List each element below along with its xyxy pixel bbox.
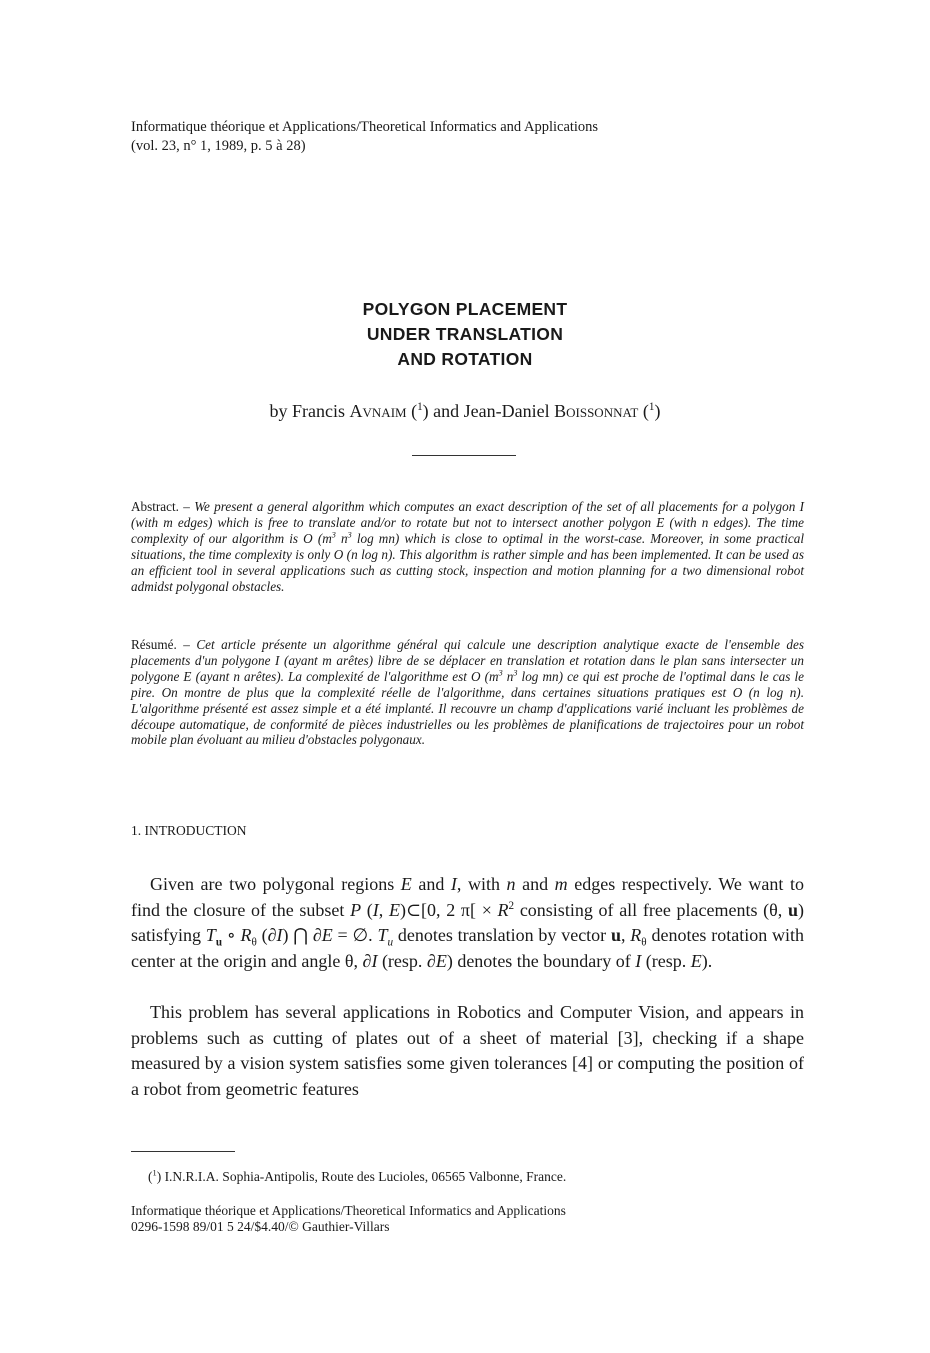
math-symbol: I — [371, 950, 378, 971]
math-subscript: u — [387, 936, 394, 949]
author-conjunction: and Jean-Daniel — [433, 401, 550, 421]
journal-name: Informatique théorique et Applications/Theoretical Informatics and Applications — [131, 119, 599, 135]
math-subscript: u — [215, 936, 223, 949]
paper-title — [0, 297, 930, 372]
section-heading: 1. INTRODUCTION — [131, 823, 247, 838]
math-symbol: E — [435, 950, 447, 971]
math-symbol: I — [276, 925, 283, 945]
text-run: and — [411, 874, 451, 894]
footer-journal: Informatique théorique et Applications/Theoretical Informatics and Applications — [131, 1203, 566, 1218]
footnote: ($^1$) I.N.R.I.A. Sophia-Antipolis, Route des Lucioles, 06565 Valbonne, France. — [148, 1168, 567, 1184]
math-symbol: I — [372, 899, 379, 920]
math-symbol: I — [635, 950, 642, 971]
page-footer — [131, 1203, 566, 1235]
math-symbol: m — [554, 874, 568, 894]
author-1-surname: Avnaim — [349, 401, 407, 421]
volume-info: (vol. 23, n° 1, 1989, p. 5 à 28) — [131, 138, 306, 154]
title-line-2: UNDER TRANSLATION — [366, 324, 564, 344]
footer-issn: 0296-1598 89/01 5 24/$4.40/© Gauthier-Villars — [131, 1219, 390, 1234]
resume-text-part: log mn) ce qui est proche de l'optimal dans le cas le pire. On montre de plus que la complexité réelle de l'algorithme, dans certaines situations pratiques est O (n log n). L'algorithme présenté est assez simple et a été implanté. Il recouvre un champ d'applications varié incluant les problèmes de découpe automatique, de conformité de pièces industrielles ou les problèmes de planifications de trajectoires pour un robot mobile plan évoluant au milieu d'obstacles polygonaux. — [131, 668, 804, 748]
author-line: by Francis Avnaim ($^1$) and Jean-Daniel Boissonnat ($^1$) — [269, 401, 661, 421]
text-run: edges respectively. We want to find the closure of the subset — [131, 874, 804, 920]
intro-paragraph-2: This problem has several applications in Robotics and Computer Vision, and appears in problems such as cutting of plates out of a sheet of material [3], checking if a shape measured by a vision system satisfies some given tolerances [4] or computing the position of a robot from geometric features — [131, 1002, 804, 1099]
title-divider — [412, 455, 516, 456]
text-run: )⊂[0, 2 π[ × — [399, 899, 498, 920]
author-prefix: by Francis — [269, 401, 346, 421]
abstract-exponent: 3 — [331, 530, 336, 540]
math-symbol: P — [350, 899, 362, 920]
resume-text-part: Cet article présente un algorithme général qui calcule une description analytique exacte de l'ensemble des placements d'un polygone I (ayant m arêtes) libre de se déplacer en translation et rotation dans le plan sans intersecter un polygone E (ayant n arêtes). La complexité de l'algorithme est O (m — [131, 637, 804, 684]
math-symbol: E — [388, 899, 400, 920]
text-run: denotes translation by vector — [393, 925, 611, 945]
abstract-text-part: log mn) which is close to optimal in the worst-case. Moreover, in some practical situations, the time complexity is only O (n log n). This algorithm is rather simple and has been implemented. It can be used as an efficient tool in several applications such as cutting stock, inspection and motion planning for a two dimensional robot admidst polygonal obstacles. — [131, 530, 804, 594]
intro-paragraph-1 — [131, 872, 804, 974]
math-symbol: R — [630, 925, 642, 945]
text-run: ). — [701, 950, 713, 971]
author-2-footnote-ref: 1 — [648, 401, 655, 413]
math-subscript: θ — [251, 936, 257, 949]
abstract-label: Abstract. – — [131, 499, 190, 514]
resume-exponent: 3 — [498, 668, 503, 678]
title-line-1: POLYGON PLACEMENT — [362, 299, 568, 319]
abstract-text — [131, 499, 804, 594]
math-vector: u — [787, 899, 798, 920]
text-run: , with — [456, 874, 507, 894]
text-run: denotes rotation with center at the origin and angle θ, ∂ — [131, 925, 805, 971]
text-run: ) denotes the boundary of — [446, 950, 636, 971]
footnote-marker: 1 — [152, 1168, 157, 1178]
footnote-divider — [131, 1151, 235, 1152]
text-run: ( — [361, 899, 373, 920]
math-symbol: E — [400, 874, 412, 894]
text-run: (∂ — [256, 925, 277, 945]
text-run: (resp. — [641, 950, 691, 971]
math-symbol: T — [377, 925, 388, 945]
math-symbol: E — [690, 950, 702, 971]
author-2-surname: Boissonnat — [554, 401, 639, 421]
text-run: and — [515, 874, 555, 894]
math-superscript: 2 — [508, 899, 515, 912]
resume-label: Résumé. – — [131, 637, 190, 652]
text-run: , — [378, 899, 389, 920]
text-run: ) satisfying — [131, 899, 804, 945]
text-run: = ∅. — [332, 925, 378, 945]
math-subscript: θ — [641, 936, 647, 949]
math-symbol: R — [497, 899, 509, 920]
text-run: Given are two polygonal regions — [150, 874, 401, 894]
text-run: ) ⋂ ∂ — [282, 925, 322, 945]
text-run: ∘ — [222, 925, 241, 945]
text-run: (resp. ∂ — [377, 950, 436, 971]
abstract-exponent: 3 — [347, 530, 352, 540]
author-1-footnote-ref: 1 — [417, 401, 423, 413]
abstract — [131, 499, 804, 594]
abstract-text-part: n — [335, 530, 348, 546]
text-run: , — [621, 925, 631, 945]
math-symbol: T — [205, 925, 216, 945]
resume-text-part: n — [502, 668, 514, 684]
math-vector: u — [610, 925, 621, 945]
math-symbol: E — [321, 925, 333, 945]
resume-exponent: 3 — [513, 668, 518, 678]
journal-header — [131, 118, 771, 156]
math-symbol: R — [240, 925, 252, 945]
math-symbol: n — [506, 874, 516, 894]
text-run: consisting of all free placements (θ, — [514, 899, 788, 920]
resume-text — [131, 637, 804, 747]
footnote-text: I.N.R.I.A. Sophia-Antipolis, Route des Lucioles, 06565 Valbonne, France. — [161, 1169, 567, 1184]
abstract-text-part: We present a general algorithm which computes an exact description of the set of all placements for a polygon I (with m edges) which is free to translate and/or to rotate but not to intersect another polygon E (with n edges). The time complexity of our algorithm is O (m — [131, 499, 804, 546]
title-line-3: AND ROTATION — [397, 349, 533, 369]
resume — [131, 637, 804, 748]
math-symbol: I — [450, 874, 457, 894]
